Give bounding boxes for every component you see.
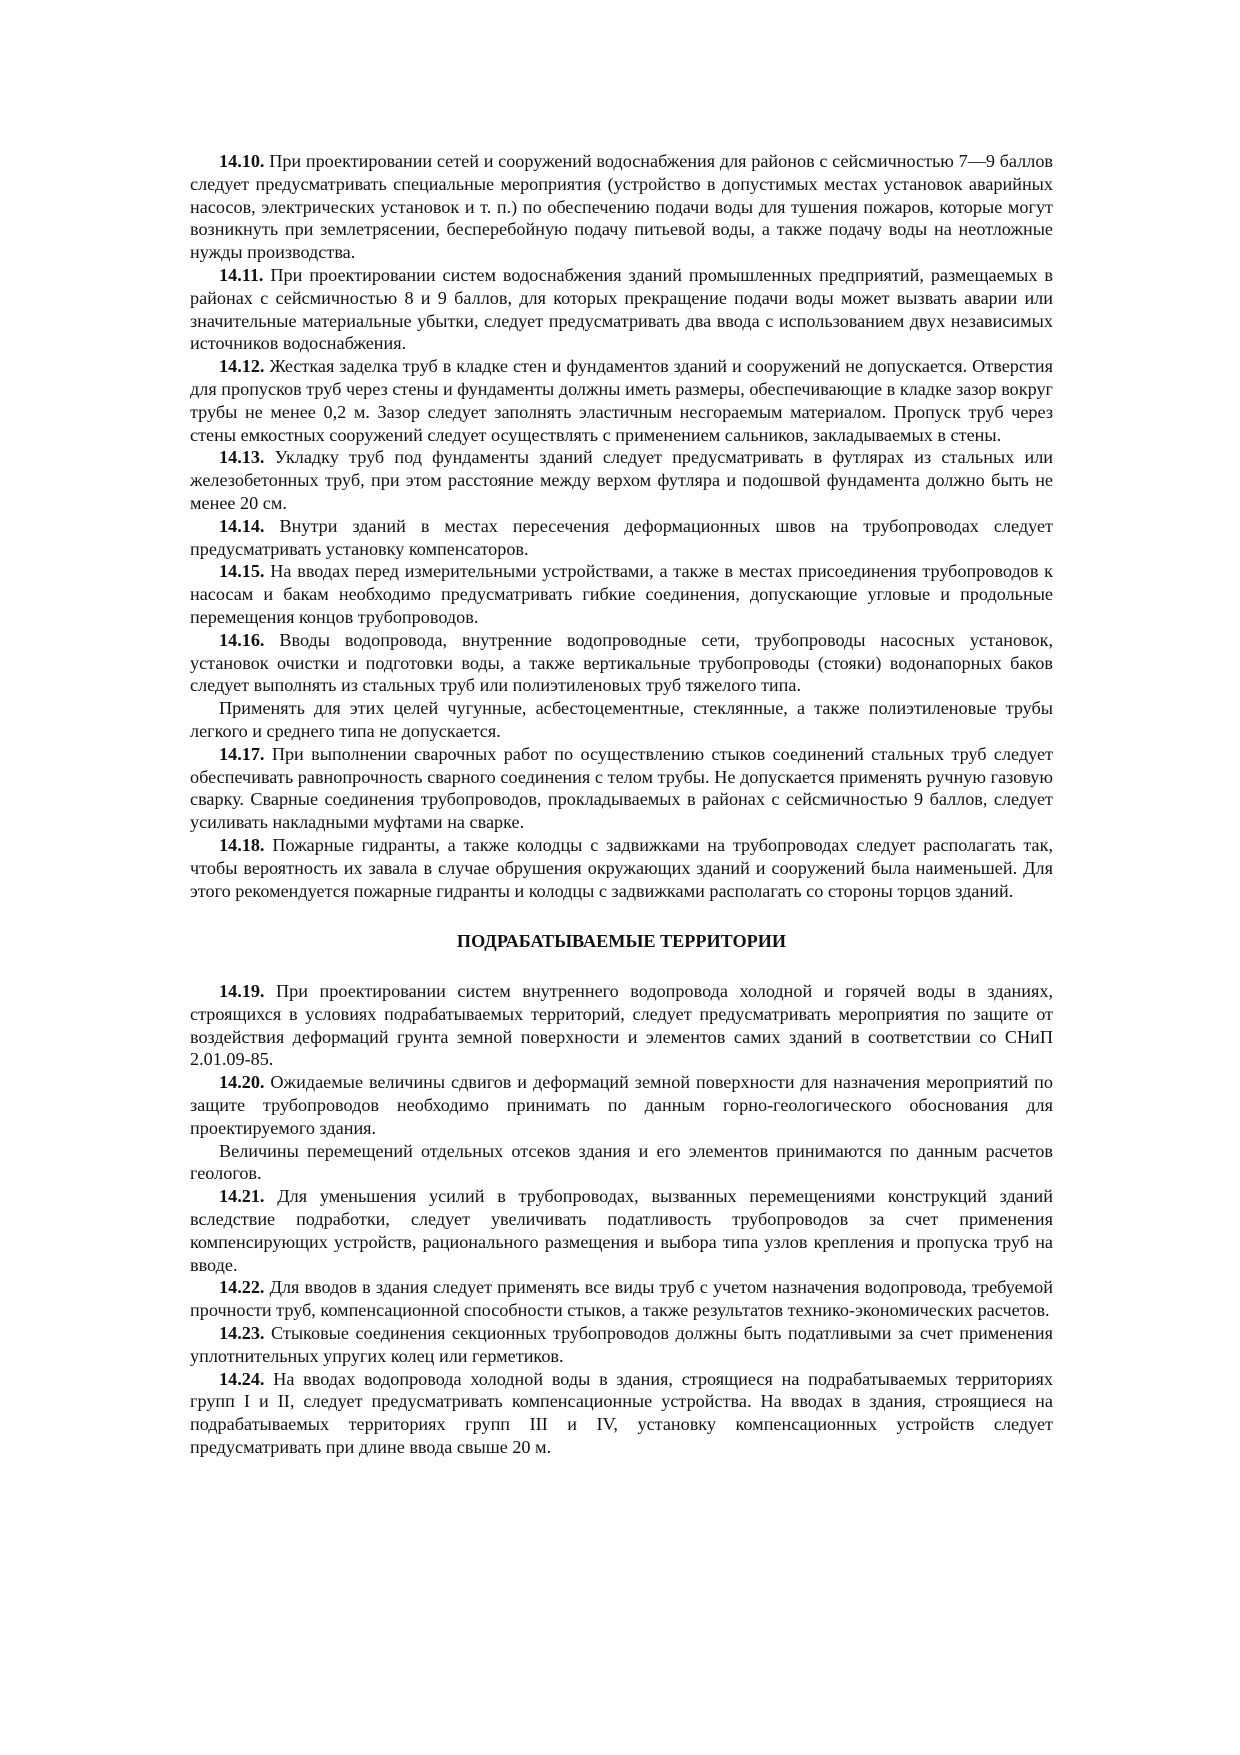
clause-text: При проектировании сетей и сооружений водоснабжения для районов с сейсмичностью 7—9 баллов следует предусматривать специальные мероприятия (устройство в допустимых местах установок аварийных насосов, электрических установок и т. п.) по обеспечению подачи воды для тушения пожаров, которые могут возникнуть при землетрясении, бесперебойную подачу питьевой воды, а также подачу воды на неотложные нужды производства. [190,151,1054,263]
paragraph-14-13 [190,446,1053,514]
clause-text: Стыковые соединения секционных трубопроводов должны быть податливыми за счет применения уплотнительных упругих колец или герметиков. [190,1323,1053,1366]
clause-number: 14.21. [219,1186,265,1207]
paragraph-14-16-continued [190,697,1053,743]
paragraph-14-19 [190,980,1053,1071]
clause-number: 14.16. [219,629,265,650]
clause-number: 14.10. [219,151,265,171]
clause-text: На вводах перед измерительными устройствами, а также в местах присоединения трубопроводов к насосам и бакам необходимо предусматривать гибкие соединения, допускающие угловые и продольные перемещения концов трубопроводов. [190,561,1054,627]
document-page [190,150,1053,1459]
clause-text: Вводы водопровода, внутренние водопроводные сети, трубопроводы насосных установок, установок очистки и подготовки воды, а также вертикальные трубопроводы (стояки) водонапорных баков следует выполнять из стальных труб или полиэтиленовых труб тяжелого типа. [190,629,1053,696]
clause-text: При проектировании систем водоснабжения зданий промышленных предприятий, размещаемых в районах с сейсмичностью 8 и 9 баллов, для которых прекращение подачи воды может вызвать аварии или значительные материальные убытки, следует предусматривать два ввода с использованием двух независимых источников водоснабжения. [190,264,1053,354]
paragraph-14-10 [190,150,1053,264]
clause-number: 14.24. [219,1368,265,1389]
section-heading: ПОДРАБАТЫВАЕМЫЕ ТЕРРИТОРИИ [456,931,787,952]
paragraph-14-24 [190,1368,1053,1459]
clause-number: 14.14. [219,515,265,536]
paragraph-14-23 [190,1322,1053,1368]
clause-number: 14.15. [219,561,265,582]
paragraph-14-20 [190,1071,1053,1139]
paragraph-14-14 [190,515,1053,561]
paragraph-14-17 [190,743,1053,834]
clause-text: Внутри зданий в местах пересечения деформационных швов на трубопроводах следует предусматривать установку компенсаторов. [190,515,1054,559]
clause-number: 14.23. [219,1323,265,1344]
clause-text: Жесткая заделка труб в кладке стен и фундаментов зданий и сооружений не допускается. Отверстия для пропусков труб через стены и фундаменты должны иметь размеры, обеспечивающие в кладке зазор вокруг трубы не менее 0,2 м. Зазор следует заполнять эластичным несгораемым материалом. Пропуск труб через стены емкостных сооружений следует осуществлять с применением сальников, закладываемых в стены. [190,356,1054,445]
clause-text: При проектировании систем внутреннего водопровода холодной и горячей воды в зданиях, строящихся в условиях подрабатываемых территорий, следует предусматривать мероприятия по защите от воздействия деформаций грунта земной поверхности и элементов самих зданий в соответствии со СНиП 2.01.09-85. [190,981,1053,1070]
paragraph-14-22 [190,1276,1053,1322]
clause-number: 14.19. [219,981,265,1002]
clause-number: 14.20. [219,1072,265,1093]
clause-number: 14.11. [219,264,264,285]
clause-text: Пожарные гидранты, а также колодцы с задвижками на трубопроводах следует располагать так, чтобы вероятность их завала в случае обрушения окружающих зданий и сооружений была наименьшей. Для этого рекомендуется пожарные гидранты и колодцы с задвижками располагать со стороны торцов зданий. [190,834,1054,901]
clause-text: Для уменьшения усилий в трубопроводах, вызванных перемещениями конструкций зданий вследствие подработки, следует увеличивать податливость трубопроводов за счет применения компенсирующих устройств, рационального размещения и выбора типа узлов крепления и пропуска труб на вводе. [190,1186,1053,1275]
clause-text: На вводах водопровода холодной воды в здания, строящиеся на подрабатываемых территориях групп I и II, следует предусматривать компенсационные устройства. На вводах в здания, строящиеся на подрабатываемых территориях групп III и IV, установку компенсационных устройств следует предусматривать при длине ввода свыше 20 м. [190,1368,1053,1458]
clause-text: Для вводов в здания следует применять все виды труб с учетом назначения водопровода, требуемой прочности труб, компенсационной способности стыков, а также результатов технико-экономических расчетов. [190,1277,1053,1321]
clause-number: 14.12. [219,356,265,377]
paragraph-14-21 [190,1185,1053,1276]
clause-number: 14.18. [219,834,265,855]
clause-text: При выполнении сварочных работ по осуществлению стыков соединений стальных труб следует обеспечивать равнопрочность сварного соединения с телом трубы. Не допускается применять ручную газовую сварку. Сварные соединения трубопроводов, прокладываемых в районах с сейсмичностью 9 баллов, следует усиливать накладными муфтами на сварке. [190,743,1053,833]
paragraph-14-12 [190,355,1053,446]
paragraph-14-11 [190,264,1053,355]
paragraph-14-16 [190,629,1053,697]
clause-text: Укладку труб под фундаменты зданий следует предусматривать в футлярах из стальных или железобетонных труб, при этом расстояние между верхом футляра и подошвой фундамента должно быть не менее 20 см. [190,447,1053,513]
clause-text: Ожидаемые величины сдвигов и деформаций земной поверхности для назначения мероприятий по защите трубопроводов необходимо принимать по данным горно-геологического обоснования для проектируемого здания. [190,1072,1054,1138]
clause-text: Применять для этих целей чугунные, асбестоцементные, стеклянные, а также полиэтиленовые трубы легкого и среднего типа не допускается. [190,698,1053,741]
paragraph-14-15 [190,560,1053,628]
clause-number: 14.13. [219,447,265,468]
clause-number: 14.17. [219,743,265,764]
clause-text: Величины перемещений отдельных отсеков здания и его элементов принимаются по данным расчетов геологов. [190,1140,1053,1184]
clause-number: 14.22. [219,1277,265,1298]
paragraph-14-18 [190,834,1053,902]
paragraph-14-20-continued [190,1140,1053,1186]
